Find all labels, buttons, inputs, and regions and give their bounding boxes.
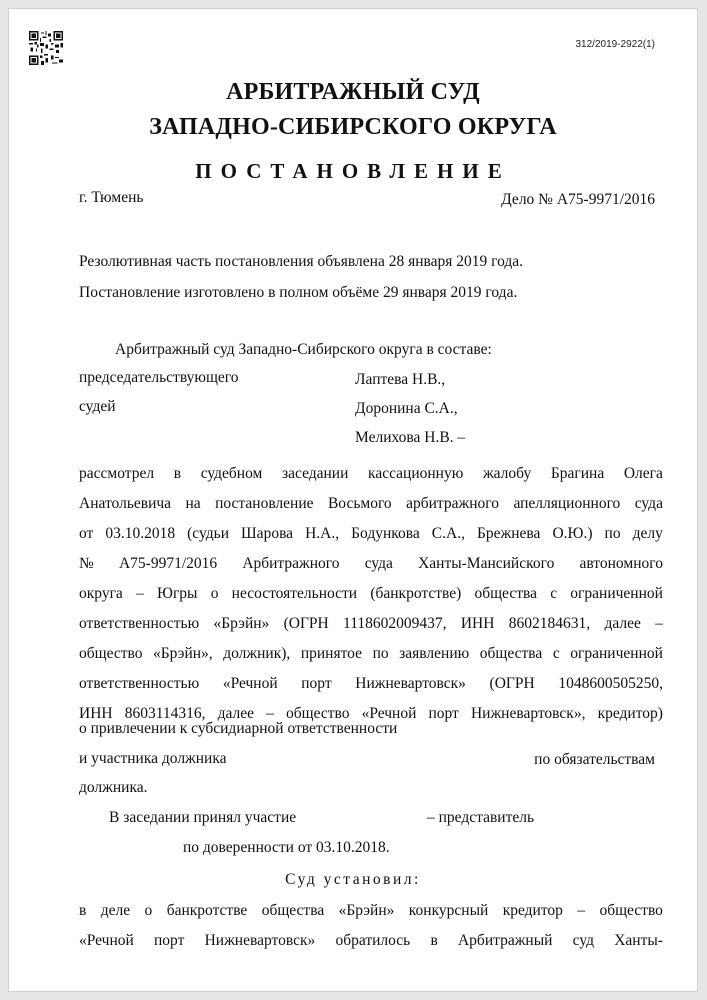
text-line: округа – Югры о несостоятельности (банкротстве) общества с ограниченной (79, 585, 663, 602)
full-text-made-line: Постановление изготовлено в полном объёме 29 января 2019 года. (79, 284, 518, 301)
text-line: № А75-9971/2016 Арбитражного суда Ханты-Мансийского автономного (79, 555, 663, 572)
court-established-heading: Суд установил: (285, 871, 421, 888)
session-line-2: по доверенности от 03.10.2018. (183, 839, 390, 856)
document-page (8, 8, 698, 992)
judge-name-2: Мелихова Н.В. – (355, 429, 466, 446)
session-line-1-right: – представитель (427, 809, 535, 826)
city: г. Тюмень (79, 189, 144, 206)
qr-code-icon (29, 31, 63, 65)
resolution-announced-line: Резолютивная часть постановления объявлена 28 января 2019 года. (79, 253, 524, 270)
role-presiding: председательствующего (79, 369, 239, 386)
presiding-judge-name: Лаптева Н.В., (355, 371, 446, 388)
case-number: Дело № А75-9971/2016 (501, 191, 655, 208)
text-line: ИНН 8603114316, далее – общество «Речной порт Нижневартовск», кредитор) (79, 705, 663, 722)
text-line: общество «Брэйн», должник), принятое по заявлению общества с ограниченной (79, 645, 663, 662)
composition-intro: Арбитражный суд Западно-Сибирского округа в составе: (115, 341, 492, 358)
text-line: Анатольевича на постановление Восьмого арбитражного апелляционного суда (79, 495, 663, 512)
judge-name-1: Доронина С.А., (355, 400, 458, 417)
text-line: ответственностью «Брэйн» (ОГРН 1118602009437, ИНН 8602184631, далее – (79, 615, 663, 632)
document-type: ПОСТАНОВЛЕНИЕ (195, 159, 511, 183)
document-id: 312/2019-2922(1) (575, 39, 655, 50)
court-name-line1: АРБИТРАЖНЫЙ СУД (226, 79, 480, 105)
court-name-line2: ЗАПАДНО-СИБИРСКОГО ОКРУГА (149, 114, 557, 140)
text-line: ответственностью «Речной порт Нижневартовск» (ОГРН 1048600505250, (79, 675, 663, 692)
text-line: «Речной порт Нижневартовск» обратилось в Арбитражный суд Ханты- (79, 932, 663, 949)
partial-line-1: о привлечении к субсидиарной ответственности (79, 720, 398, 737)
text-line: в деле о банкротстве общества «Брэйн» конкурсный кредитор – общество (79, 902, 663, 919)
partial-line-2-right: по обязательствам (534, 751, 655, 768)
text-line: рассмотрел в судебном заседании кассационную жалобу Брагина Олега (79, 465, 663, 482)
role-judges: судей (79, 398, 116, 415)
session-line-1-left: В заседании принял участие (109, 809, 297, 826)
text-line: от 03.10.2018 (судьи Шарова Н.А., Бодункова С.А., Брежнева О.Ю.) по делу (79, 525, 663, 542)
partial-line-2-left: и участника должника (79, 750, 227, 767)
partial-line-3: должника. (79, 779, 148, 796)
